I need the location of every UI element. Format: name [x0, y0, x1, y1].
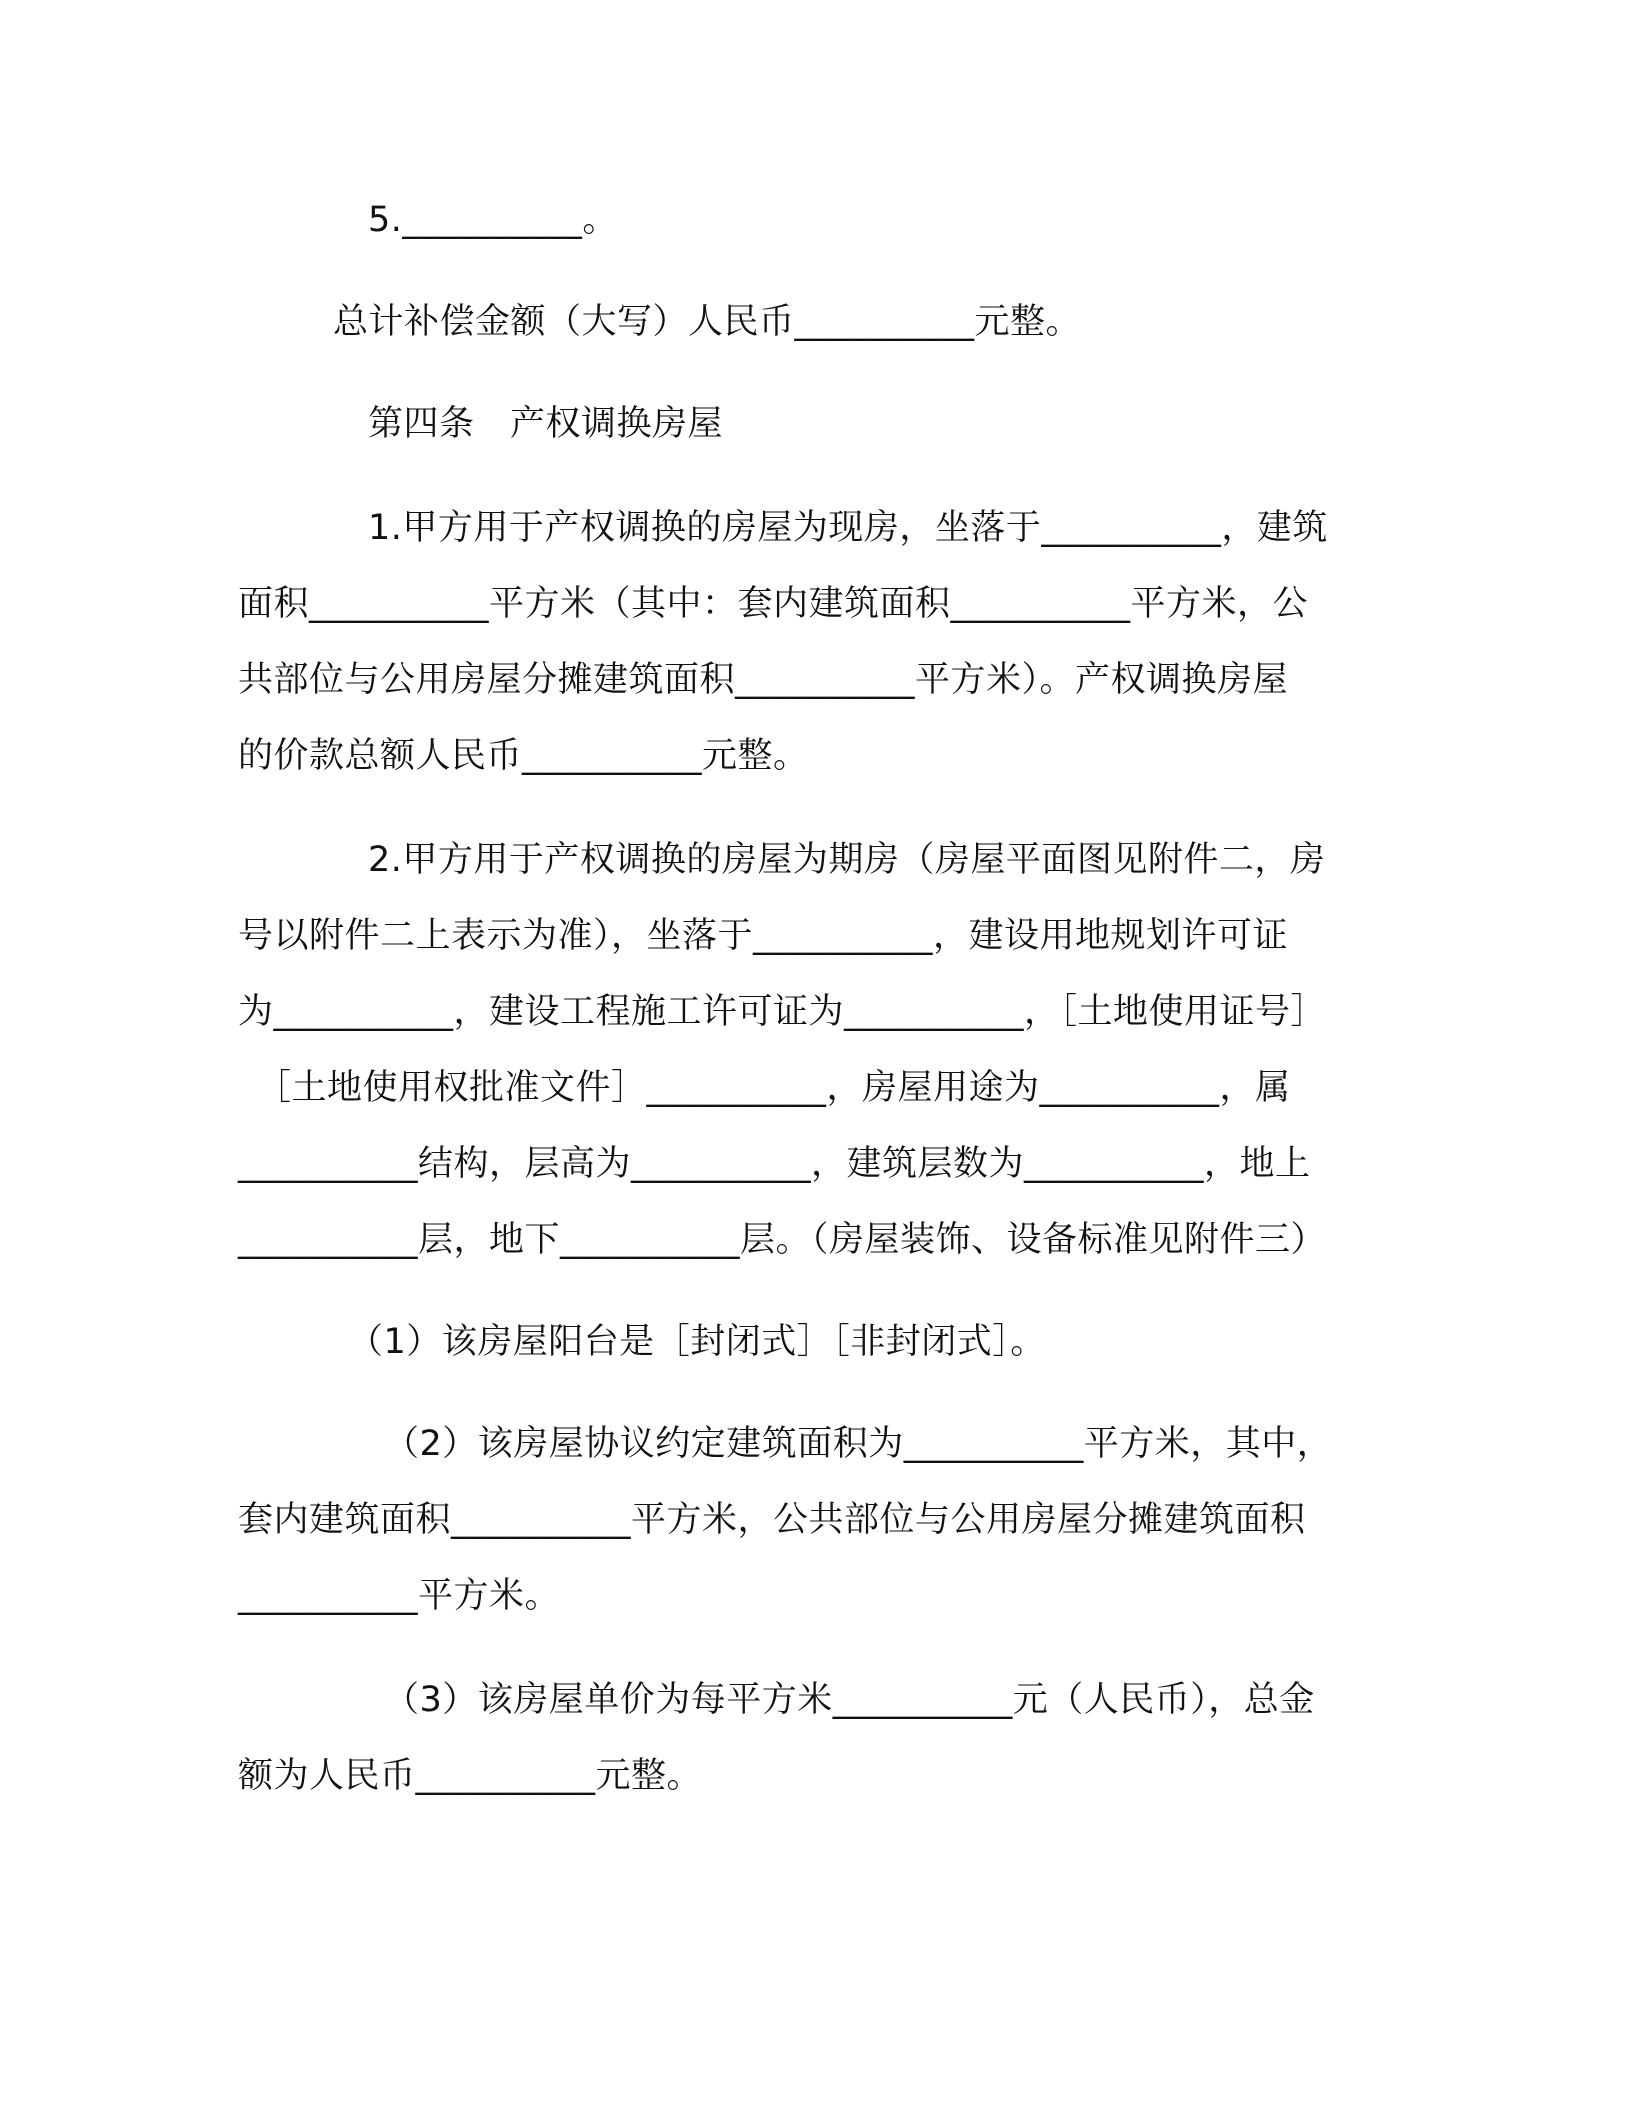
clause-2-line-1: 2.甲方用于产权调换的房屋为期房（房屋平面图见附件二，房 [368, 840, 1326, 880]
sub-item-2-line-1: （2）该房屋协议约定建筑面积为__________平方米，其中， [384, 1424, 1333, 1464]
clause-2-line-5: __________结构，层高为__________，建筑层数为__________，地上 [238, 1144, 1311, 1184]
sub-item-1-line: （1）该房屋阳台是［封闭式］［非封闭式］。 [348, 1322, 1046, 1362]
sub-item-2-line-3: __________平方米。 [238, 1576, 561, 1616]
sub-item-3-line-2: 额为人民币__________元整。 [238, 1756, 703, 1796]
clause-2-line-4: ［土地使用权批准文件］__________，房屋用途为__________，属 [256, 1068, 1291, 1108]
clause-1-line-3: 共部位与公用房屋分摊建筑面积__________平方米）。产权调换房屋 [238, 660, 1289, 700]
total-compensation-line: 总计补偿金额（大写）人民币__________元整。 [333, 302, 1082, 342]
sub-item-2-line-2: 套内建筑面积__________平方米，公共部位与公用房屋分摊建筑面积 [238, 1500, 1306, 1540]
article-4-heading: 第四条 产权调换房屋 [368, 404, 724, 444]
clause-1-line-2: 面积__________平方米（其中：套内建筑面积__________平方米，公 [238, 584, 1309, 624]
item-5-line: 5.__________。 [368, 200, 618, 240]
clause-2-line-3: 为__________，建设工程施工许可证为__________，［土地使用证号］ [238, 992, 1327, 1032]
clause-2-line-2: 号以附件二上表示为准），坐落于__________，建设用地规划许可证 [238, 916, 1289, 956]
sub-item-3-line-1: （3）该房屋单价为每平方米__________元（人民币），总金 [384, 1680, 1315, 1720]
clause-1-line-1: 1.甲方用于产权调换的房屋为现房，坐落于__________，建筑 [368, 508, 1328, 548]
clause-2-line-6: __________层，地下__________层。（房屋装饰、设备标准见附件三） [238, 1220, 1327, 1260]
clause-1-line-4: 的价款总额人民币__________元整。 [238, 736, 809, 776]
